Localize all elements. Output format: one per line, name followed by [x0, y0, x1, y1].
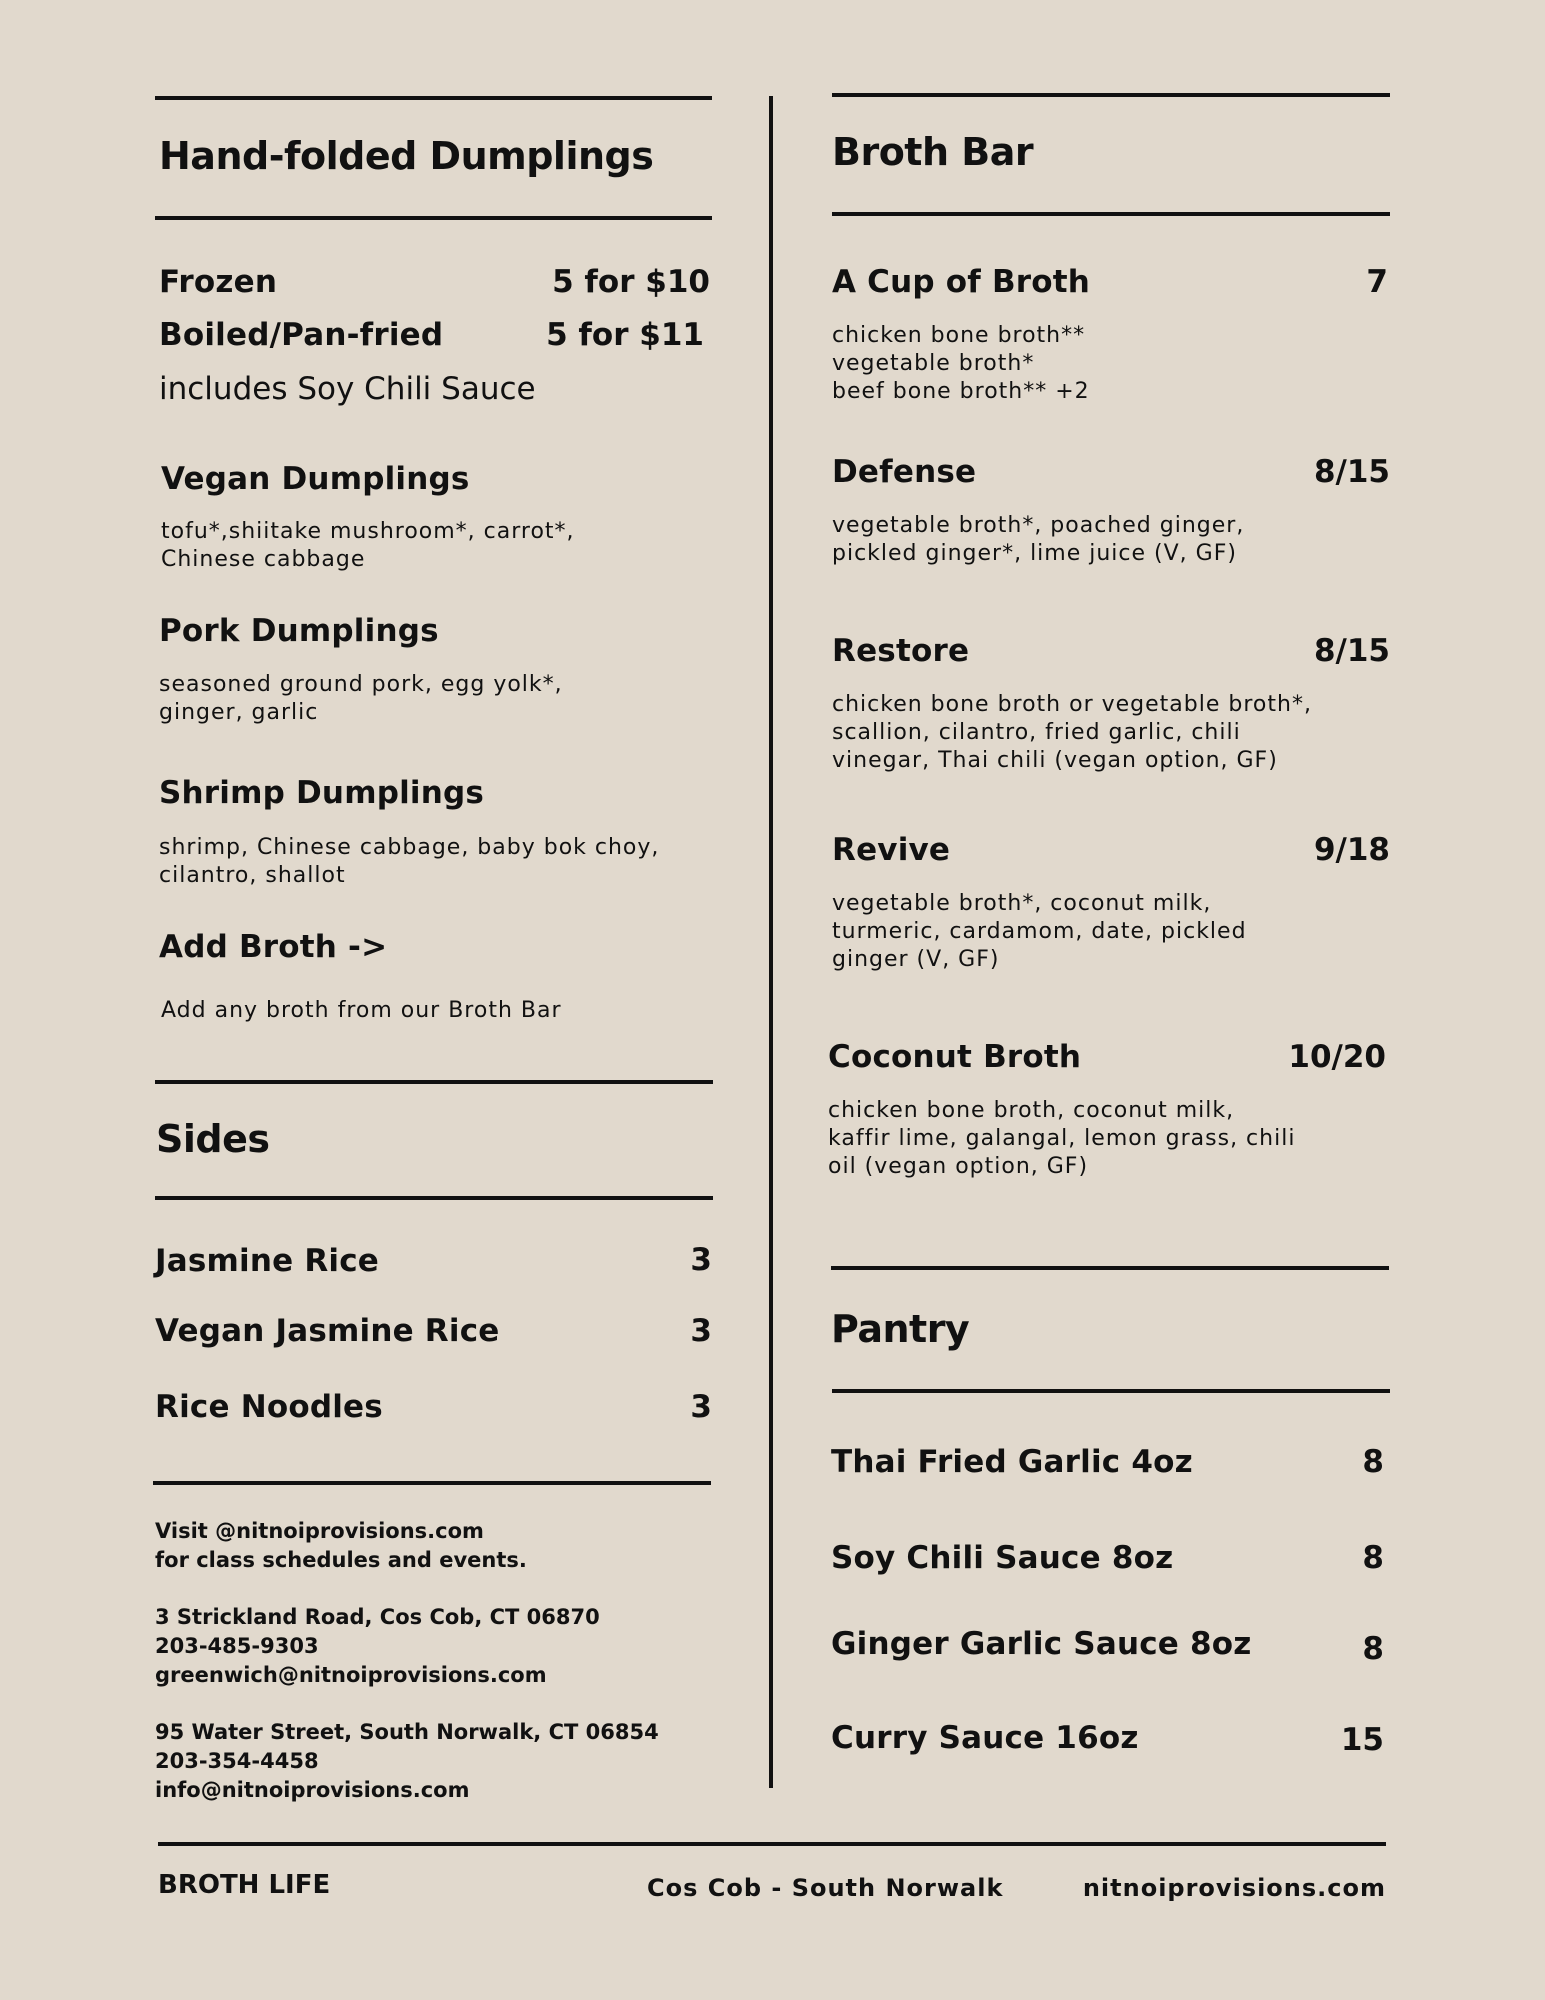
info-line: 95 Water Street, South Norwalk, CT 06854 — [155, 1720, 659, 1744]
section-heading-dumplings: Hand-folded Dumplings — [159, 134, 654, 178]
rule — [155, 216, 712, 220]
info-line: greenwich@nitnoiprovisions.com — [155, 1663, 547, 1687]
broth-item-name: Restore — [832, 633, 970, 669]
info-line: Visit @nitnoiprovisions.com — [155, 1519, 484, 1543]
side-item-price: 3 — [690, 1313, 712, 1349]
broth-item-desc: chicken bone broth** vegetable broth* beef bone broth** +2 — [832, 323, 1090, 404]
side-item-price: 3 — [690, 1242, 712, 1278]
side-item-name: Jasmine Rice — [155, 1243, 380, 1279]
menu-item-desc: tofu*,shiitake mushroom*, carrot*, Chinese cabbage — [161, 519, 575, 572]
broth-item-name: Coconut Broth — [828, 1039, 1082, 1075]
pantry-item-name: Thai Fried Garlic 4oz — [831, 1444, 1193, 1480]
broth-item-desc: chicken bone broth, coconut milk, kaffir lime, galangal, lemon grass, chili oil (vegan option, GF) — [828, 1098, 1296, 1179]
footer-rule — [158, 1842, 1386, 1846]
footer-website: nitnoiprovisions.com — [1082, 1874, 1386, 1902]
broth-item-name: Revive — [832, 832, 951, 868]
rule — [155, 1080, 713, 1084]
menu-item-name: Shrimp Dumplings — [159, 775, 485, 811]
broth-item-desc: chicken bone broth or vegetable broth*, scallion, cilantro, fried garlic, chili vinegar, Thai chili (vegan option, GF) — [832, 692, 1312, 773]
info-line: info@nitnoiprovisions.com — [155, 1778, 470, 1802]
rule — [832, 93, 1390, 97]
pantry-item-name: Ginger Garlic Sauce 8oz — [831, 1626, 1252, 1662]
info-line: for class schedules and events. — [155, 1548, 527, 1572]
contact-info — [155, 1517, 659, 1805]
menu-item-name: Pork Dumplings — [159, 613, 439, 649]
pricing-value: 5 for $10 — [552, 264, 710, 300]
rule — [155, 96, 712, 100]
broth-item-desc: vegetable broth*, poached ginger, pickled ginger*, lime juice (V, GF) — [832, 513, 1245, 566]
column-divider — [769, 96, 773, 1788]
broth-item-price: 8/15 — [1313, 633, 1390, 669]
pantry-item-price: 8 — [1362, 1444, 1384, 1480]
rule — [831, 1266, 1389, 1270]
includes-note: includes Soy Chili Sauce — [159, 371, 536, 407]
broth-item-price: 9/18 — [1313, 832, 1390, 868]
broth-item-price: 10/20 — [1288, 1039, 1386, 1075]
pricing-label: Boiled/Pan-fried — [159, 317, 444, 353]
side-item-name: Vegan Jasmine Rice — [155, 1313, 500, 1349]
menu-item-name: Vegan Dumplings — [161, 461, 470, 497]
pricing-label: Frozen — [159, 264, 278, 300]
rule — [153, 1481, 711, 1485]
rule — [832, 212, 1390, 216]
menu-item-desc: seasoned ground pork, egg yolk*, ginger, garlic — [159, 672, 563, 725]
pricing-value: 5 for $11 — [546, 317, 704, 353]
footer-brand: BROTH LIFE — [158, 1870, 331, 1900]
add-broth-desc: Add any broth from our Broth Bar — [161, 998, 562, 1023]
side-item-price: 3 — [690, 1389, 712, 1425]
section-heading-broth-bar: Broth Bar — [832, 130, 1034, 174]
broth-item-price: 8/15 — [1313, 454, 1390, 490]
pantry-item-name: Curry Sauce 16oz — [831, 1720, 1139, 1756]
broth-item-desc: vegetable broth*, coconut milk, turmeric, cardamom, date, pickled ginger (V, GF) — [832, 891, 1247, 972]
pantry-item-name: Soy Chili Sauce 8oz — [831, 1540, 1174, 1576]
rule — [155, 1196, 713, 1200]
add-broth-title: Add Broth -> — [159, 929, 388, 965]
section-heading-sides: Sides — [156, 1117, 270, 1161]
section-heading-pantry: Pantry — [831, 1307, 970, 1351]
pantry-item-price: 8 — [1362, 1540, 1384, 1576]
broth-item-price: 7 — [1366, 264, 1388, 300]
pantry-item-price: 15 — [1340, 1722, 1384, 1758]
info-line: 203-485-9303 — [155, 1634, 319, 1658]
info-line: 203-354-4458 — [155, 1749, 319, 1773]
rule — [832, 1389, 1390, 1393]
broth-item-name: A Cup of Broth — [832, 264, 1091, 300]
broth-item-name: Defense — [832, 454, 977, 490]
footer-locations: Cos Cob - South Norwalk — [647, 1874, 1004, 1902]
info-line: 3 Strickland Road, Cos Cob, CT 06870 — [155, 1605, 600, 1629]
menu-item-desc: shrimp, Chinese cabbage, baby bok choy, cilantro, shallot — [159, 835, 660, 888]
pantry-item-price: 8 — [1362, 1631, 1384, 1667]
side-item-name: Rice Noodles — [155, 1389, 383, 1425]
